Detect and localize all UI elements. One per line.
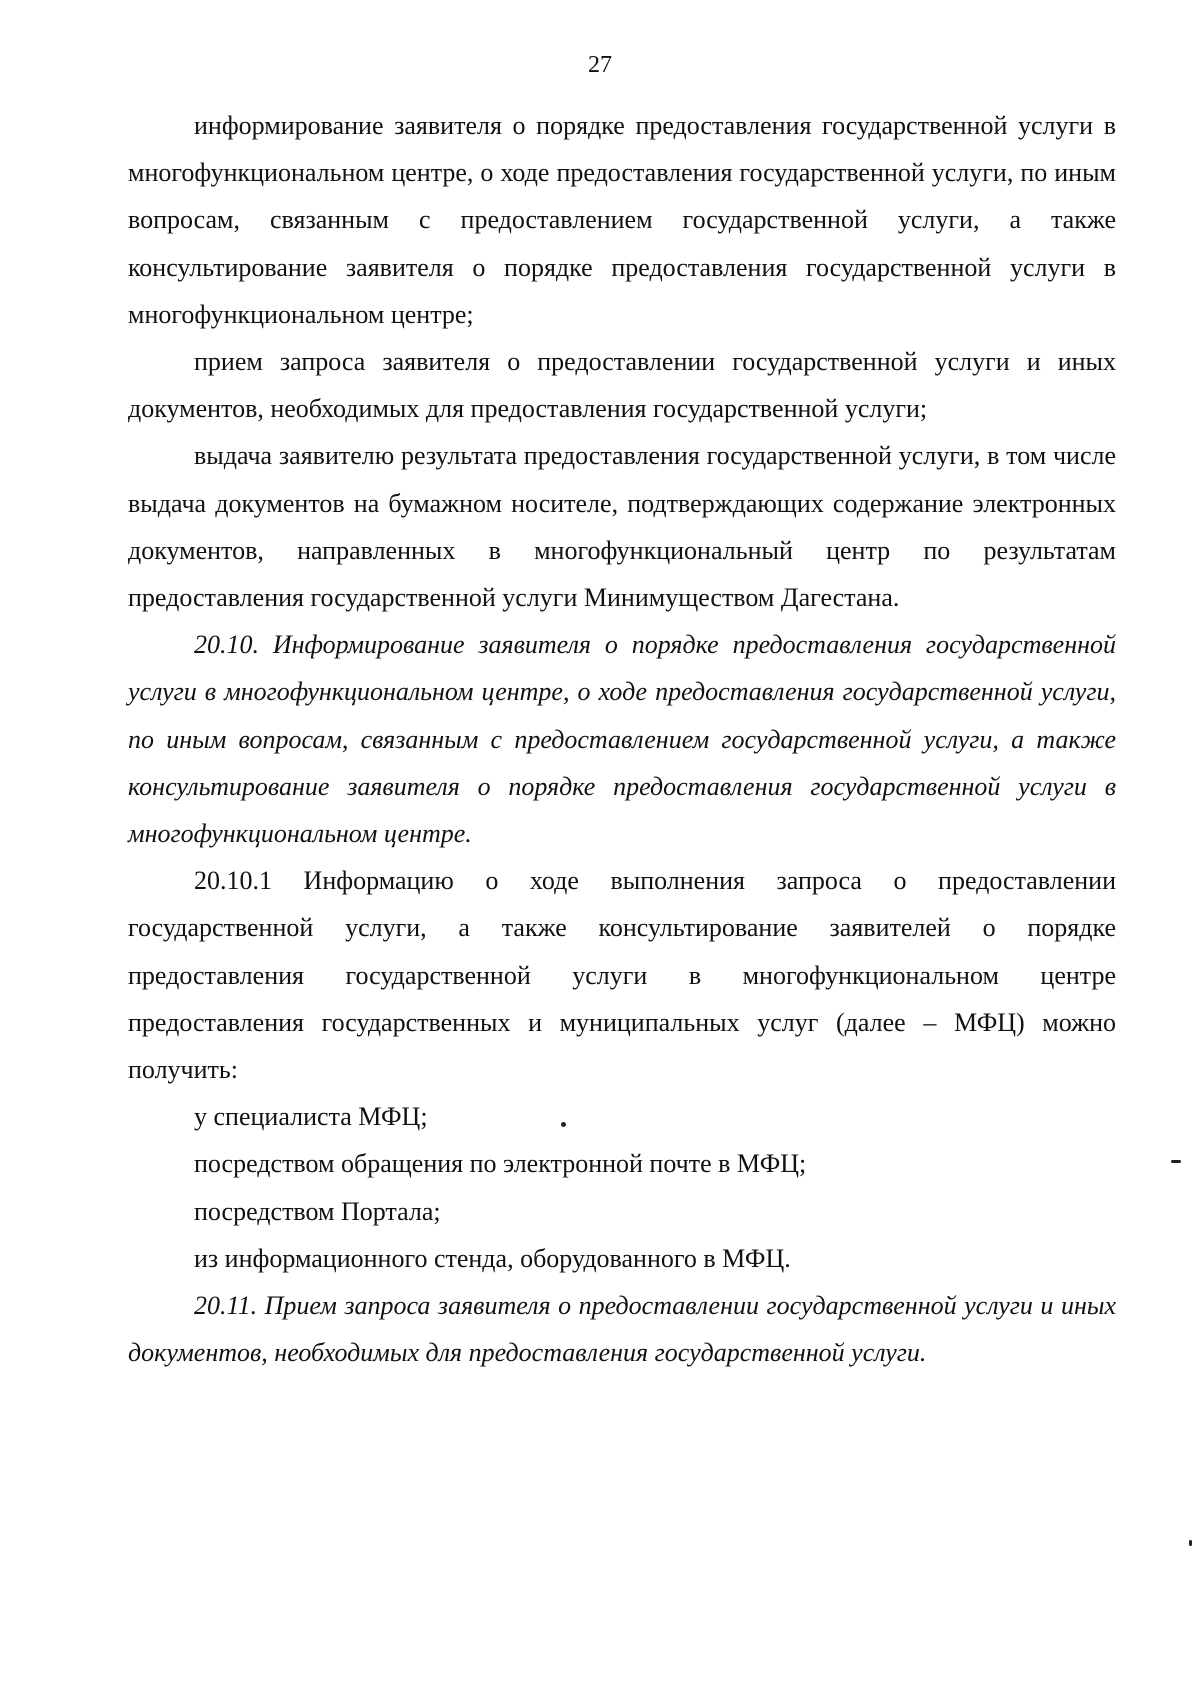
list-item-email: посредством обращения по электронной почте в МФЦ; xyxy=(194,1149,807,1179)
scan-speck xyxy=(561,1122,566,1127)
scan-speck xyxy=(1189,1540,1192,1546)
paragraph-20-10-1: 20.10.1 Информацию о ходе выполнения запроса о предоставлении государственной услуги, а также консультирование заявителей о порядке предоставления государственной услуги в многофункциональном центре предоставления государственных и муниципальных услуг (далее – МФЦ) можно получить: xyxy=(128,866,1116,1085)
section-heading-20-10: 20.10. Информирование заявителя о порядке предоставления государственной услуги в многофункциональном центре, о ходе предоставления государственной услуги, по иным вопросам, связанным с предоставлением государственной услуги, а также консультирование заявителя о порядке предоставления государственной услуги в многофункциональном центре. xyxy=(128,630,1116,849)
list-item-mfc-specialist: у специалиста МФЦ; xyxy=(194,1102,428,1132)
list-item-info-stand: из информационного стенда, оборудованного в МФЦ. xyxy=(194,1243,791,1273)
list-item-portal: посредством Портала; xyxy=(194,1196,441,1226)
scan-speck xyxy=(1171,1160,1181,1163)
paragraph-result-issuance: выдача заявителю результата предоставления государственной услуги, в том числе выдача документов на бумажном носителе, подтверждающих содержание электронных документов, направленных в многофункциональный центр по результатам предоставления государственной услуги Минимуществом Дагестана. xyxy=(128,441,1116,613)
page-number: 27 xyxy=(588,52,612,78)
paragraph-mfc-informing: информирование заявителя о порядке предоставления государственной услуги в многофункциональном центре, о ходе предоставления государственной услуги, по иным вопросам, связанным с предоставлением государственной услуги, а также консультирование заявителя о порядке предоставления государственной услуги в многофункциональном центре; xyxy=(128,111,1116,329)
document-body xyxy=(128,102,1116,1376)
paragraph-request-intake: прием запроса заявителя о предоставлении государственной услуги и иных документов, необходимых для предоставления государственной услуги; xyxy=(128,347,1116,424)
section-heading-20-11: 20.11. Прием запроса заявителя о предоставлении государственной услуги и иных документов, необходимых для предоставления государственной услуги. xyxy=(128,1291,1116,1368)
